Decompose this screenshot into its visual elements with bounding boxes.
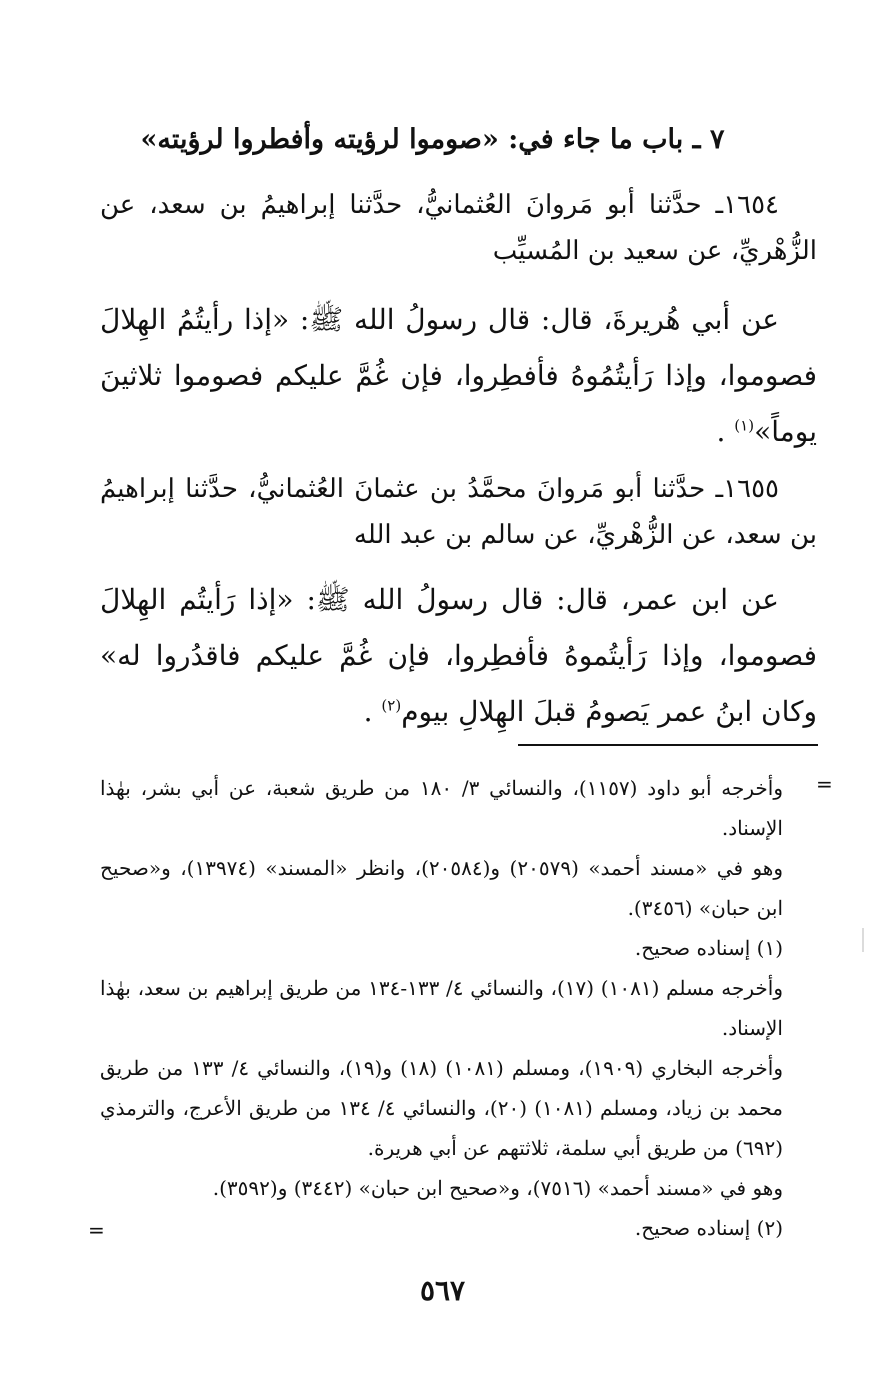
footnote-line: وأخرجه أبو داود (١١٥٧)، والنسائي ٣/ ١٨٠ من طريق شعبة، عن أبي بشر، بهٰذا الإسناد.: [100, 776, 783, 840]
hadith-1655-end: .: [363, 695, 382, 728]
page-number: ٥٦٧: [419, 1274, 466, 1307]
footnote-divider: [518, 744, 818, 746]
hadith-1655-matn: [100, 572, 817, 740]
footnote-line: وهو في «مسند أحمد» (٢٠٥٧٩) و(٢٠٥٨٤)، وانظر «المسند» (١٣٩٧٤)، و«صحيح ابن حبان» (٣٤٥٦).: [100, 856, 783, 920]
hadith-1655-isnad: ١٦٥٥ـ حدَّثنا أبو مَروانَ محمَّدُ بن عثمانَ العُثمانيُّ، حدَّثنا إبراهيمُ بن سعد، عن الزُّهْريِّ، عن سالم بن عبد الله: [100, 474, 817, 550]
hadith-1654-text: عن أبي هُريرةَ، قال: قال رسولُ الله ﷺ: «إذا رأيتُمُ الهِلالَ فصوموا، وإذا رَأيتُمُوهُ فأفطِروا، فإن غُمَّ عليكم فصوموا ثلاثينَ يوماً»: [100, 303, 817, 448]
margin-mark: [862, 928, 864, 952]
hadith-1654-matn: [100, 292, 817, 460]
footnote-line: (٢) إسناده صحيح.: [634, 1216, 783, 1240]
footnote-line: وأخرجه مسلم (١٠٨١) (١٧)، والنسائي ٤/ ١٣٣-١٣٤ من طريق إبراهيم بن سعد، بهٰذا الإسناد.: [100, 976, 783, 1040]
chapter-title: ٧ ـ باب ما جاء في: «صوموا لرؤيته وأفطروا لرؤيته»: [140, 124, 725, 155]
footnotes-group-1: [100, 768, 817, 968]
footnotes-group-2: [100, 968, 817, 1248]
hadith-1655-text: عن ابن عمر، قال: قال رسولُ الله ﷺ: «إذا رَأيتُم الهِلالَ فصوموا، وإذا رَأيتُموهُ فأفطِروا، فإن غُمَّ عليكم فاقدُروا له» وكان ابنُ عمر يَصومُ قبلَ الهِلالِ بيوم: [100, 583, 817, 728]
footnote-line: وهو في «مسند أحمد» (٧٥١٦)، و«صحيح ابن حبان» (٣٤٤٢) و(٣٥٩٢).: [212, 1176, 783, 1200]
footnote-ref-2[interactable]: (٢): [381, 696, 402, 715]
footnote-line: وأخرجه البخاري (١٩٠٩)، ومسلم (١٠٨١) (١٨) و(١٩)، والنسائي ٤/ ١٣٣ من طريق محمد بن زياد، ومسلم (١٠٨١) (٢٠)، والنسائي ٤/ ١٣٤ من طريق الأعرج، والترمذي (٦٩٢) من طريق أبي سلمة، ثلاثتهم عن أبي هريرة.: [100, 1056, 783, 1160]
footnote-ref-1[interactable]: (١): [734, 416, 755, 435]
continuation-mark-top: =: [816, 772, 833, 796]
hadith-1654-isnad: ١٦٥٤ـ حدَّثنا أبو مَروانَ العُثمانيُّ، حدَّثنا إبراهيمُ بن سعد، عن الزُّهْريِّ، عن سعيد بن المُسيِّب: [100, 190, 817, 266]
footnote-line: (١) إسناده صحيح.: [634, 936, 783, 960]
continuation-mark-bottom: =: [88, 1218, 105, 1242]
hadith-1654-end: .: [716, 415, 735, 448]
